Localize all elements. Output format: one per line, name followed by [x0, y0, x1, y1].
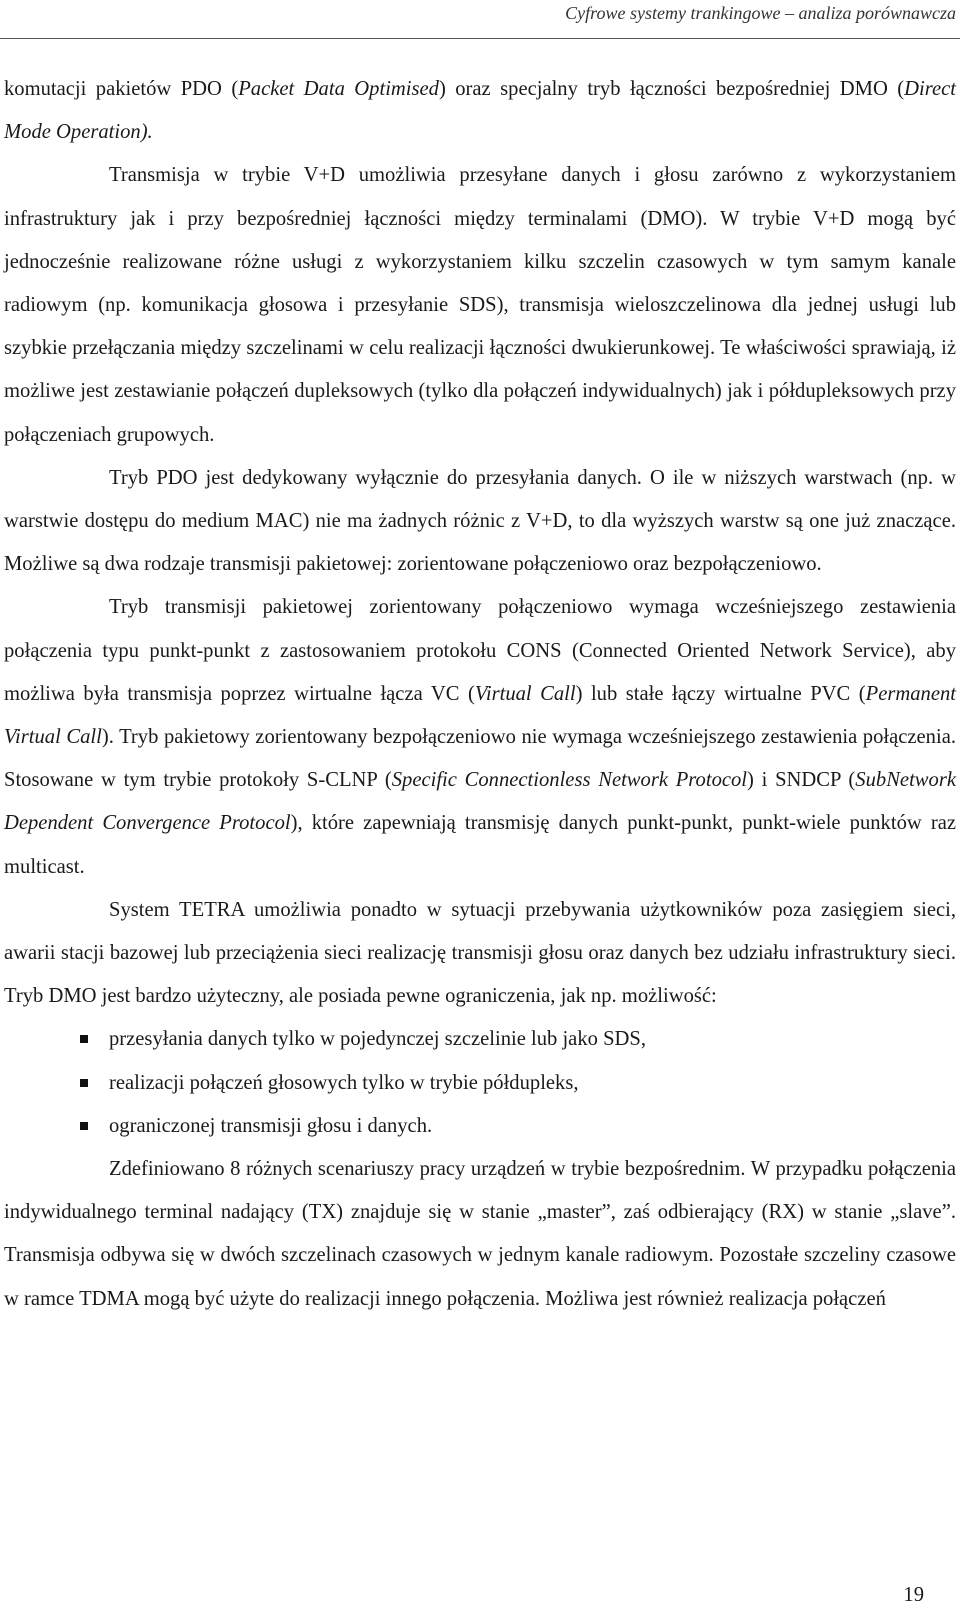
text-run: System TETRA umożliwia ponadto w sytuacji przebywania użytkowników poza zasięgiem sieci, awarii stacji bazowej lub przeciążenia sieci realizację transmisji głosu oraz danych bez udziału infrastruktury sieci. Tryb DMO jest bardzo użyteczny, ale posiada pewne ograniczenia, jak np. możliwość:	[4, 898, 956, 1008]
paragraph	[4, 154, 956, 456]
header-divider	[0, 38, 960, 39]
paragraph	[4, 457, 956, 587]
text-run: komutacji pakietów PDO (	[4, 78, 239, 100]
square-bullet-icon	[80, 1079, 88, 1087]
text-run: Tryb PDO jest dedykowany wyłącznie do przesyłania danych. O ile w niższych warstwach (np. w warstwie dostępu do medium MAC) nie ma żadnych różnic z V+D, to dla wyższych warstw są one już znaczące. Możliwe są dwa rodzaje transmisji pakietowej: zorientowane połączeniowo oraz bezpołączeniowo.	[4, 466, 956, 576]
list-item	[4, 1105, 956, 1148]
square-bullet-icon	[80, 1035, 88, 1043]
text-run: Transmisja w trybie V+D umożliwia przesyłane danych i głosu zarówno z wykorzystaniem infrastruktury jak i przy bezpośredniej łączności między terminalami (DMO). W trybie V+D mogą być jednocześnie realizowane różne usługi z wykorzystaniem kilku szczelin czasowych w tym samym kanale radiowym (np. komunikacja głosowa i przesyłanie SDS), transmisja wieloszczelinowa dla jednej usługi lub szybkie przełączania między szczelinami w celu realizacji łączności dwukierunkowej. Te właściwości sprawiają, iż możliwe jest zestawianie połączeń dupleksowych (tylko dla połączeń indywidualnych) jak i półdupleksowych przy połączeniach grupowych.	[4, 164, 956, 446]
paragraph	[4, 68, 956, 154]
list-item-text: przesyłania danych tylko w pojedynczej szczelinie lub jako SDS,	[109, 1028, 646, 1051]
text-run: Zdefiniowano 8 różnych scenariuszy pracy urządzeń w trybie bezpośrednim. W przypadku połączenia indywidualnego terminal nadający (TX) znajduje się w stanie „master”, zaś odbierający (RX) w stanie „slave”. Transmisja odbywa się w dwóch szczelinach czasowych w jednym kanale radiowym. Pozostałe szczeliny czasowe w ramce TDMA mogą być użyte do realizacji innego połączenia. Możliwa jest również realizacja połączeń	[4, 1158, 956, 1310]
italic-term: Permanent Virtual Call	[4, 682, 956, 749]
text-run: ), które zapewniają transmisję danych punkt-punkt, punkt-wiele punktów raz multicast.	[4, 812, 957, 878]
italic-term: Direct Mode Operation).	[4, 78, 957, 144]
paragraph	[4, 889, 956, 1019]
bullet-list	[4, 1018, 956, 1148]
list-item-text: realizacji połączeń głosowych tylko w trybie półdupleks,	[109, 1071, 579, 1094]
italic-term: Specific Connectionless Network Protocol	[391, 769, 748, 792]
list-item	[4, 1062, 956, 1105]
text-run: ) oraz specjalny tryb łączności bezpośredniej DMO (	[438, 78, 905, 100]
text-run: ). Tryb pakietowy zorientowany bezpołączeniowo nie wymaga wcześniejszego zestawienia połączenia. Stosowane w tym trybie protokoły S-CLNP (	[4, 726, 956, 792]
text-run: Tryb transmisji pakietowej zorientowany połączeniowo wymaga wcześniejszego zestawienia połączenia typu punkt-punkt z zastosowaniem protokołu CONS (Connected Oriented Network Service), aby możliwa była transmisja poprzez wirtualne łącza VC (	[4, 596, 956, 705]
running-header: Cyfrowe systemy trankingowe – analiza porównawcza	[565, 3, 956, 23]
italic-term: Packet Data Optimised	[238, 78, 439, 100]
body-text	[4, 68, 956, 1321]
italic-term: Virtual Call	[474, 682, 576, 705]
list-item	[4, 1018, 956, 1061]
text-run: ) lub stałe łączy wirtualne PVC (	[575, 682, 866, 705]
page-number: 19	[903, 1584, 924, 1606]
paragraph	[4, 1148, 956, 1321]
text-run: ) i SNDCP (	[747, 769, 856, 792]
italic-term: SubNetwork Dependent Convergence Protocol	[4, 769, 956, 835]
paragraph	[4, 586, 956, 888]
list-item-text: ograniczonej transmisji głosu i danych.	[109, 1114, 433, 1137]
square-bullet-icon	[80, 1122, 88, 1130]
